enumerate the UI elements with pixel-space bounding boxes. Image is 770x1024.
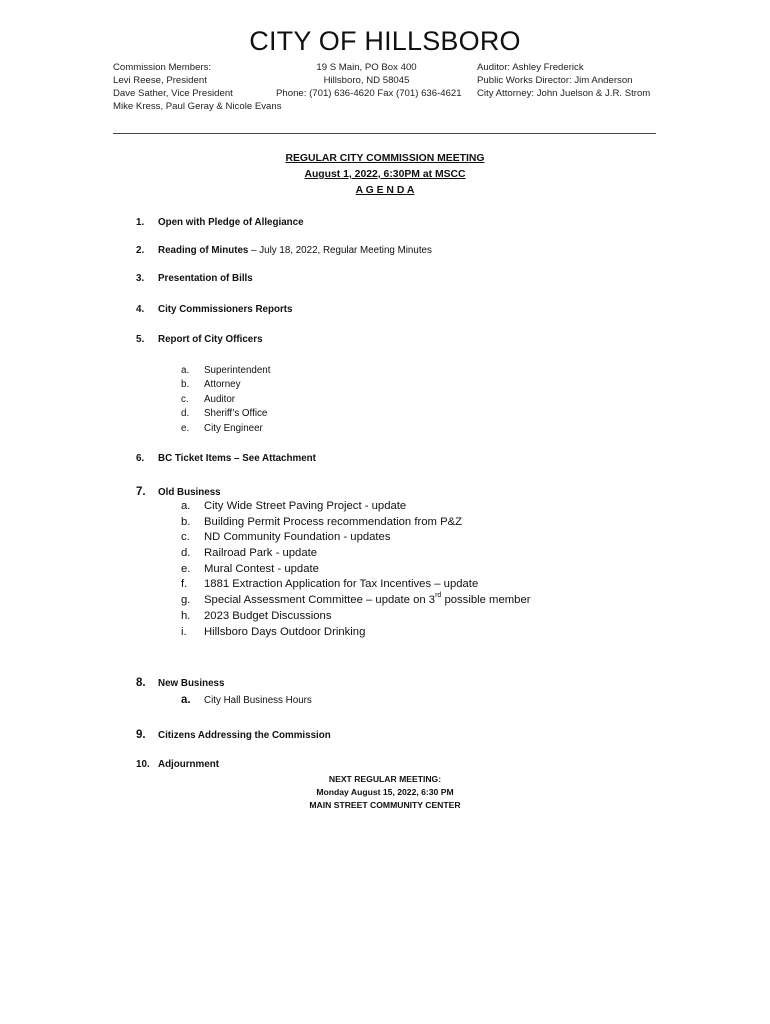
header-line: Public Works Director: Jim Anderson (477, 75, 633, 86)
list-text: Building Permit Process recommendation from P&Z (204, 515, 463, 528)
header-divider (113, 133, 656, 134)
item-number: 6. (136, 453, 145, 464)
meeting-date: August 1, 2022, 6:30PM at MSCC (304, 169, 466, 180)
item-label: City Commissioners Reports (158, 304, 293, 315)
next-meeting-notice (0, 773, 770, 812)
header-line: Phone: (701) 636-4620 Fax (701) 636-4621 (276, 88, 462, 99)
agenda-item (136, 304, 292, 316)
list-item (181, 516, 530, 532)
list-item (181, 610, 530, 626)
list-letter: c. (181, 531, 190, 544)
item-number: 7. (136, 486, 146, 498)
header-line: Commission Members: (113, 62, 212, 73)
item-label: Report of City Officers (158, 334, 263, 345)
list-item (181, 365, 270, 379)
list-item (181, 594, 530, 610)
list-item (181, 379, 270, 393)
footer-line: Monday August 15, 2022, 6:30 PM (316, 787, 454, 797)
list-text: Railroad Park - update (204, 547, 318, 560)
list-letter: a. (181, 500, 191, 512)
header-line: Dave Sather, Vice President (113, 88, 233, 99)
list-letter: a. (181, 365, 190, 376)
header-line: Levi Reese, President (113, 75, 207, 86)
agenda-item (136, 729, 331, 742)
list-text: Mural Contest - update (204, 562, 319, 575)
item-number: 2. (136, 245, 145, 256)
item-label: Reading of Minutes (158, 245, 249, 256)
item-label: Old Business (158, 487, 221, 498)
document-title: CITY OF HILLSBORO (249, 26, 521, 56)
agenda-item (136, 334, 263, 346)
item-number: 4. (136, 304, 145, 315)
header-line: 19 S Main, PO Box 400 (316, 62, 417, 73)
item-number: 10. (136, 759, 150, 770)
list-item (181, 531, 530, 547)
item-number: 5. (136, 334, 145, 345)
item-label: BC Ticket Items – See Attachment (158, 453, 316, 464)
list-letter: e. (181, 562, 191, 575)
list-text: ND Community Foundation - updates (204, 531, 391, 544)
officials-block (477, 61, 650, 100)
ordinal-suffix: rd (435, 592, 442, 600)
meeting-title: REGULAR CITY COMMISSION MEETING (285, 153, 485, 164)
list-letter: f. (181, 578, 188, 591)
item-detail: – July 18, 2022, Regular Meeting Minutes (248, 245, 432, 256)
list-text: Special Assessment Committee – update on 3 (204, 594, 436, 607)
item-number: 3. (136, 273, 145, 284)
list-item (181, 500, 530, 516)
address-block (276, 61, 462, 100)
list-text: City Wide Street Paving Project - update (204, 500, 407, 512)
new-business-list (181, 694, 312, 708)
list-item (181, 578, 530, 594)
list-item (181, 563, 530, 579)
agenda-item (136, 273, 253, 285)
agenda-item (136, 677, 224, 690)
list-letter: g. (181, 594, 191, 607)
list-letter: b. (181, 515, 191, 528)
header-line: Auditor: Ashley Frederick (477, 62, 584, 73)
header-line: Hillsboro, ND 58045 (323, 75, 410, 86)
footer-line: MAIN STREET COMMUNITY CENTER (309, 800, 461, 810)
list-text: City Engineer (204, 422, 263, 434)
agenda-item (136, 217, 304, 229)
header-line: Mike Kress, Paul Geray & Nicole Evans (113, 101, 282, 112)
officers-list (181, 365, 270, 437)
list-item (181, 694, 312, 708)
list-item (181, 423, 270, 437)
list-letter: c. (181, 393, 189, 405)
list-text: Attorney (204, 379, 241, 391)
list-letter: d. (181, 547, 191, 560)
agenda-item (136, 245, 432, 257)
list-text: Sheriff’s Office (204, 408, 268, 420)
list-letter: e. (181, 422, 190, 434)
list-letter: h. (181, 609, 191, 622)
item-label: Adjournment (158, 759, 219, 770)
list-letter: a. (181, 694, 191, 706)
item-label: New Business (158, 678, 225, 689)
item-number: 1. (136, 217, 145, 228)
item-number: 8. (136, 677, 146, 689)
list-item (181, 408, 270, 422)
list-item (181, 547, 530, 563)
commission-members-block (113, 61, 282, 113)
header-line: City Attorney: John Juelson & J.R. Strom (477, 88, 651, 99)
list-letter: i. (181, 625, 187, 638)
item-number: 9. (136, 729, 146, 741)
list-text: Superintendent (204, 365, 271, 376)
list-letter: b. (181, 379, 190, 391)
list-text: City Hall Business Hours (204, 695, 312, 706)
agenda-item (136, 486, 221, 499)
item-label: Open with Pledge of Allegiance (158, 217, 304, 228)
list-text: 2023 Budget Discussions (204, 609, 332, 622)
agenda-item (136, 453, 316, 465)
agenda-item (136, 759, 219, 771)
list-text: 1881 Extraction Application for Tax Incentives – update (204, 578, 479, 591)
old-business-list (181, 500, 530, 641)
footer-line: NEXT REGULAR MEETING: (328, 774, 442, 784)
list-text: Hillsboro Days Outdoor Drinking (204, 625, 366, 638)
item-label: Presentation of Bills (158, 273, 253, 284)
agenda-heading: A G E N D A (355, 185, 415, 196)
item-label: Citizens Addressing the Commission (158, 730, 331, 741)
list-item (181, 626, 530, 642)
list-text-after: possible member (441, 594, 531, 607)
list-letter: d. (181, 408, 190, 420)
list-item (181, 394, 270, 408)
list-text: Auditor (204, 393, 236, 405)
